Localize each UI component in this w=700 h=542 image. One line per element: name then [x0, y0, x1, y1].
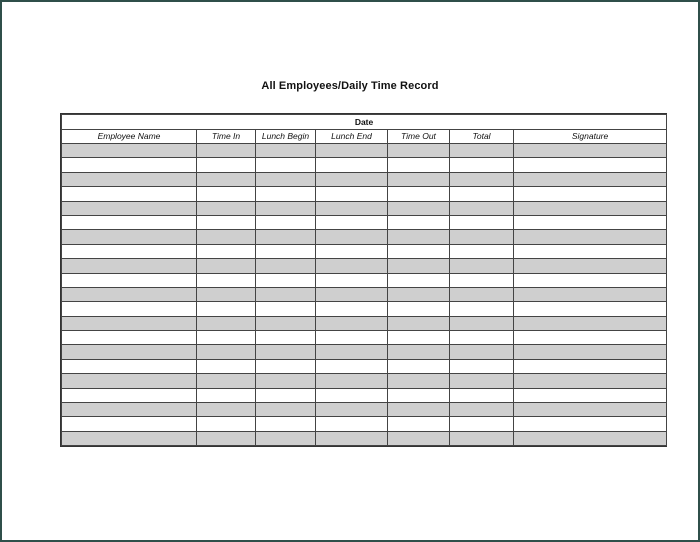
table-row	[62, 259, 667, 273]
cell-lunch-begin[interactable]	[256, 287, 316, 301]
cell-time-in[interactable]	[197, 374, 256, 388]
cell-time-out[interactable]	[388, 144, 450, 158]
cell-lunch-begin[interactable]	[256, 417, 316, 431]
cell-lunch-begin[interactable]	[256, 259, 316, 273]
cell-total[interactable]	[450, 187, 514, 201]
cell-total[interactable]	[450, 158, 514, 172]
cell-time-out[interactable]	[388, 359, 450, 373]
column-header-row	[62, 130, 667, 144]
cell-total[interactable]	[450, 359, 514, 373]
table-row	[62, 302, 667, 316]
cell-employee-name[interactable]	[62, 431, 197, 445]
table-row	[62, 331, 667, 345]
record-rows	[62, 144, 667, 446]
cell-total[interactable]	[450, 374, 514, 388]
cell-time-in[interactable]	[197, 273, 256, 287]
cell-total[interactable]	[450, 244, 514, 258]
cell-lunch-end[interactable]	[316, 388, 388, 402]
cell-lunch-end[interactable]	[316, 144, 388, 158]
cell-signature[interactable]	[514, 215, 667, 229]
cell-time-out[interactable]	[388, 403, 450, 417]
cell-signature[interactable]	[514, 331, 667, 345]
cell-total[interactable]	[450, 215, 514, 229]
column-header-time-in: Time In	[197, 130, 256, 144]
cell-time-in[interactable]	[197, 302, 256, 316]
cell-time-out[interactable]	[388, 230, 450, 244]
cell-lunch-end[interactable]	[316, 345, 388, 359]
cell-signature[interactable]	[514, 302, 667, 316]
cell-time-out[interactable]	[388, 287, 450, 301]
cell-time-out[interactable]	[388, 431, 450, 445]
cell-lunch-begin[interactable]	[256, 215, 316, 229]
cell-signature[interactable]	[514, 287, 667, 301]
time-record-grid	[61, 114, 667, 446]
cell-lunch-begin[interactable]	[256, 244, 316, 258]
table-row	[62, 359, 667, 373]
cell-lunch-begin[interactable]	[256, 374, 316, 388]
cell-total[interactable]	[450, 259, 514, 273]
table-row	[62, 158, 667, 172]
cell-lunch-begin[interactable]	[256, 431, 316, 445]
cell-total[interactable]	[450, 302, 514, 316]
cell-signature[interactable]	[514, 316, 667, 330]
cell-lunch-end[interactable]	[316, 331, 388, 345]
cell-lunch-begin[interactable]	[256, 331, 316, 345]
cell-employee-name[interactable]	[62, 215, 197, 229]
cell-signature[interactable]	[514, 345, 667, 359]
cell-time-out[interactable]	[388, 215, 450, 229]
table-row	[62, 230, 667, 244]
table-row	[62, 316, 667, 330]
column-header-lunch-begin: Lunch Begin	[256, 130, 316, 144]
cell-employee-name[interactable]	[62, 287, 197, 301]
cell-time-out[interactable]	[388, 244, 450, 258]
cell-total[interactable]	[450, 230, 514, 244]
cell-time-out[interactable]	[388, 187, 450, 201]
date-header: Date	[62, 115, 667, 130]
cell-lunch-begin[interactable]	[256, 172, 316, 186]
cell-lunch-begin[interactable]	[256, 316, 316, 330]
table-row	[62, 187, 667, 201]
cell-lunch-end[interactable]	[316, 316, 388, 330]
cell-time-out[interactable]	[388, 345, 450, 359]
cell-employee-name[interactable]	[62, 144, 197, 158]
table-row	[62, 374, 667, 388]
table-row	[62, 172, 667, 186]
cell-time-in[interactable]	[197, 158, 256, 172]
cell-lunch-end[interactable]	[316, 259, 388, 273]
cell-time-in[interactable]	[197, 201, 256, 215]
time-record-table	[60, 113, 667, 447]
cell-employee-name[interactable]	[62, 374, 197, 388]
cell-signature[interactable]	[514, 172, 667, 186]
cell-lunch-end[interactable]	[316, 359, 388, 373]
cell-signature[interactable]	[514, 144, 667, 158]
cell-employee-name[interactable]	[62, 388, 197, 402]
cell-total[interactable]	[450, 273, 514, 287]
cell-total[interactable]	[450, 144, 514, 158]
cell-time-in[interactable]	[197, 144, 256, 158]
cell-time-in[interactable]	[197, 244, 256, 258]
cell-lunch-end[interactable]	[316, 244, 388, 258]
page-title: All Employees/Daily Time Record	[261, 80, 439, 92]
cell-time-in[interactable]	[197, 345, 256, 359]
cell-employee-name[interactable]	[62, 417, 197, 431]
table-row	[62, 201, 667, 215]
cell-employee-name[interactable]	[62, 359, 197, 373]
cell-signature[interactable]	[514, 374, 667, 388]
cell-employee-name[interactable]	[62, 158, 197, 172]
cell-signature[interactable]	[514, 230, 667, 244]
cell-employee-name[interactable]	[62, 244, 197, 258]
cell-time-out[interactable]	[388, 201, 450, 215]
cell-total[interactable]	[450, 172, 514, 186]
cell-total[interactable]	[450, 287, 514, 301]
cell-lunch-begin[interactable]	[256, 230, 316, 244]
cell-total[interactable]	[450, 331, 514, 345]
cell-time-in[interactable]	[197, 215, 256, 229]
cell-lunch-end[interactable]	[316, 215, 388, 229]
cell-time-in[interactable]	[197, 259, 256, 273]
cell-signature[interactable]	[514, 359, 667, 373]
cell-time-out[interactable]	[388, 158, 450, 172]
cell-employee-name[interactable]	[62, 172, 197, 186]
cell-lunch-end[interactable]	[316, 201, 388, 215]
cell-employee-name[interactable]	[62, 187, 197, 201]
cell-time-in[interactable]	[197, 172, 256, 186]
cell-total[interactable]	[450, 388, 514, 402]
cell-total[interactable]	[450, 345, 514, 359]
cell-lunch-begin[interactable]	[256, 359, 316, 373]
cell-lunch-end[interactable]	[316, 374, 388, 388]
table-row	[62, 244, 667, 258]
cell-lunch-end[interactable]	[316, 302, 388, 316]
cell-employee-name[interactable]	[62, 331, 197, 345]
cell-employee-name[interactable]	[62, 403, 197, 417]
cell-time-in[interactable]	[197, 331, 256, 345]
cell-employee-name[interactable]	[62, 302, 197, 316]
cell-signature[interactable]	[514, 158, 667, 172]
cell-time-in[interactable]	[197, 417, 256, 431]
cell-time-in[interactable]	[197, 388, 256, 402]
cell-lunch-end[interactable]	[316, 287, 388, 301]
cell-employee-name[interactable]	[62, 201, 197, 215]
cell-employee-name[interactable]	[62, 230, 197, 244]
cell-time-out[interactable]	[388, 273, 450, 287]
cell-signature[interactable]	[514, 403, 667, 417]
table-row	[62, 431, 667, 445]
cell-lunch-end[interactable]	[316, 230, 388, 244]
cell-employee-name[interactable]	[62, 345, 197, 359]
cell-employee-name[interactable]	[62, 316, 197, 330]
cell-time-in[interactable]	[197, 287, 256, 301]
cell-lunch-begin[interactable]	[256, 158, 316, 172]
table-row	[62, 215, 667, 229]
cell-lunch-begin[interactable]	[256, 345, 316, 359]
cell-signature[interactable]	[514, 187, 667, 201]
table-row	[62, 144, 667, 158]
cell-lunch-end[interactable]	[316, 187, 388, 201]
cell-signature[interactable]	[514, 201, 667, 215]
cell-time-out[interactable]	[388, 331, 450, 345]
cell-lunch-begin[interactable]	[256, 187, 316, 201]
cell-total[interactable]	[450, 403, 514, 417]
cell-signature[interactable]	[514, 417, 667, 431]
cell-lunch-end[interactable]	[316, 158, 388, 172]
cell-time-in[interactable]	[197, 403, 256, 417]
table-row	[62, 388, 667, 402]
cell-time-in[interactable]	[197, 359, 256, 373]
column-header-time-out: Time Out	[388, 130, 450, 144]
cell-time-out[interactable]	[388, 388, 450, 402]
cell-total[interactable]	[450, 431, 514, 445]
cell-time-out[interactable]	[388, 259, 450, 273]
cell-signature[interactable]	[514, 244, 667, 258]
cell-total[interactable]	[450, 417, 514, 431]
cell-lunch-end[interactable]	[316, 431, 388, 445]
cell-signature[interactable]	[514, 259, 667, 273]
cell-time-in[interactable]	[197, 316, 256, 330]
cell-employee-name[interactable]	[62, 273, 197, 287]
column-header-lunch-end: Lunch End	[316, 130, 388, 144]
table-row	[62, 273, 667, 287]
cell-time-out[interactable]	[388, 417, 450, 431]
table-row	[62, 417, 667, 431]
cell-time-out[interactable]	[388, 172, 450, 186]
cell-lunch-begin[interactable]	[256, 201, 316, 215]
cell-lunch-begin[interactable]	[256, 388, 316, 402]
cell-time-out[interactable]	[388, 316, 450, 330]
cell-signature[interactable]	[514, 273, 667, 287]
cell-lunch-end[interactable]	[316, 403, 388, 417]
cell-lunch-begin[interactable]	[256, 273, 316, 287]
cell-signature[interactable]	[514, 388, 667, 402]
column-header-employee-name: Employee Name	[62, 130, 197, 144]
cell-time-in[interactable]	[197, 187, 256, 201]
table-row	[62, 345, 667, 359]
cell-lunch-begin[interactable]	[256, 403, 316, 417]
cell-total[interactable]	[450, 201, 514, 215]
column-header-signature: Signature	[514, 130, 667, 144]
cell-time-in[interactable]	[197, 230, 256, 244]
table-row	[62, 287, 667, 301]
cell-lunch-end[interactable]	[316, 417, 388, 431]
table-row	[62, 403, 667, 417]
cell-time-out[interactable]	[388, 374, 450, 388]
cell-lunch-begin[interactable]	[256, 302, 316, 316]
cell-lunch-end[interactable]	[316, 273, 388, 287]
cell-time-out[interactable]	[388, 302, 450, 316]
cell-lunch-end[interactable]	[316, 172, 388, 186]
cell-lunch-begin[interactable]	[256, 144, 316, 158]
column-header-total: Total	[450, 130, 514, 144]
cell-employee-name[interactable]	[62, 259, 197, 273]
cell-total[interactable]	[450, 316, 514, 330]
cell-time-in[interactable]	[197, 431, 256, 445]
cell-signature[interactable]	[514, 431, 667, 445]
